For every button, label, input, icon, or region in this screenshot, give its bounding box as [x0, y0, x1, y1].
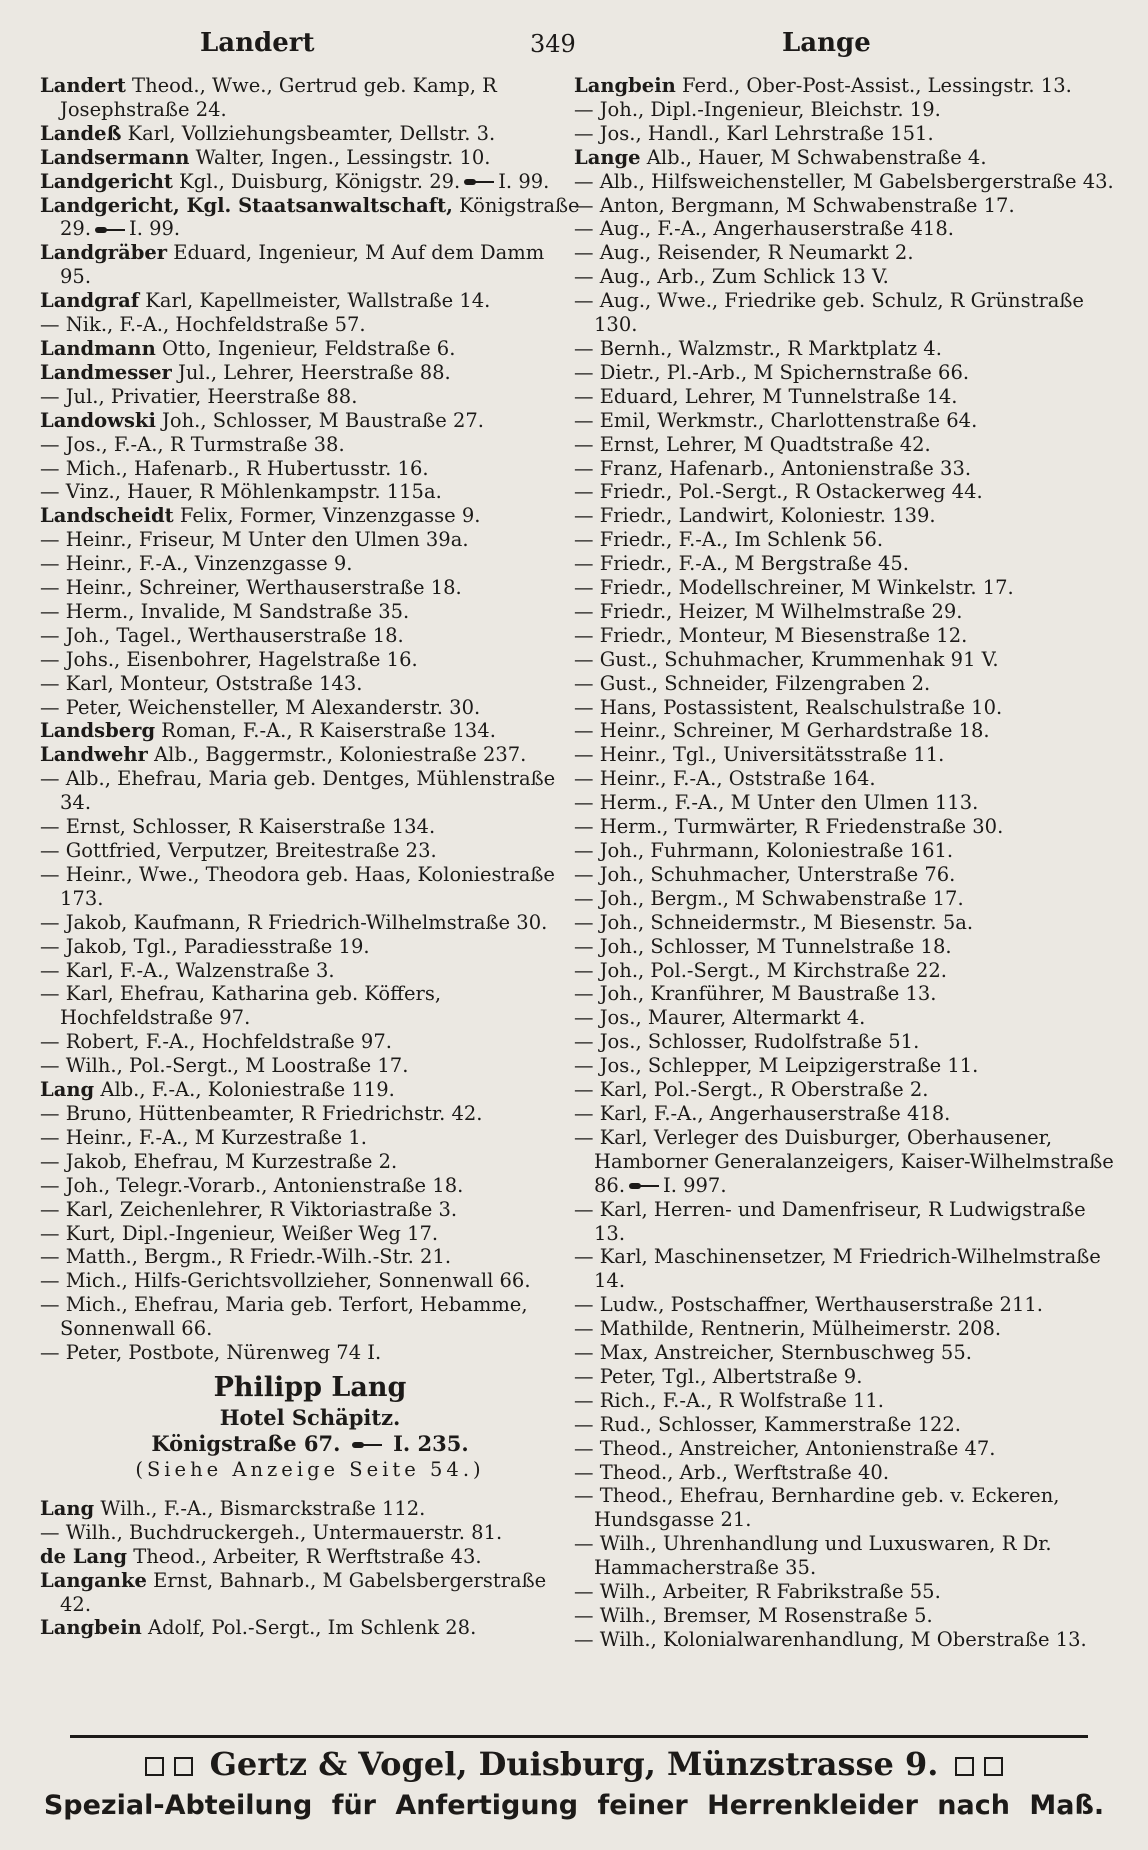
- entry-details: Roman, F.-A., R Kaiserstraße 134.: [155, 719, 496, 743]
- entry-details: — Friedr., Landwirt, Koloniestr. 139.: [574, 504, 936, 528]
- directory-entry: [40, 122, 580, 146]
- entry-surname: Landscheidt: [40, 504, 174, 528]
- left-entries-after: [40, 1497, 580, 1640]
- directory-entry: [574, 1365, 1114, 1389]
- entry-surname: Landert: [40, 74, 126, 97]
- directory-entry: [40, 361, 580, 385]
- entry-details: — Jakob, Ehefrau, M Kurzestraße 2.: [40, 1149, 398, 1173]
- directory-entry: [40, 1174, 580, 1198]
- entry-details: — Mich., Hafenarb., R Hubertusstr. 16.: [40, 456, 429, 480]
- entry-details: — Ludw., Postschaffner, Werthauserstraße 211.: [574, 1293, 1043, 1317]
- directory-entry: [574, 217, 1114, 241]
- entry-surname: Landsberg: [40, 719, 156, 743]
- directory-entry: [40, 1054, 580, 1078]
- telephone-icon: [629, 1181, 659, 1191]
- directory-entry: [574, 624, 1114, 648]
- entry-surname: Langbein: [574, 74, 676, 97]
- directory-entry: [40, 552, 580, 576]
- directory-entry: [574, 1006, 1114, 1030]
- directory-entry: [574, 361, 1114, 385]
- directory-entry: [40, 911, 580, 935]
- entry-details: — Theod., Anstreicher, Antonienstraße 47.: [574, 1436, 996, 1460]
- directory-entry: [574, 1484, 1114, 1532]
- directory-entry: [40, 935, 580, 959]
- directory-entry: [40, 600, 580, 624]
- entry-details: — Vinz., Hauer, R Möhlenkampstr. 115a.: [40, 480, 442, 504]
- entry-details: — Heinr., F.-A., M Kurzestraße 1.: [40, 1125, 367, 1149]
- entry-details: — Wilh., Uhrenhandlung und Luxuswaren, R Dr. Hammacherstraße 35.: [574, 1532, 1052, 1580]
- entry-surname: Landmann: [40, 336, 156, 360]
- directory-entry: [574, 552, 1114, 576]
- entry-details: Alb., F.-A., Koloniestraße 119.: [94, 1078, 395, 1102]
- directory-entry: [40, 1245, 580, 1269]
- directory-entry: [574, 265, 1114, 289]
- entry-details: — Hans, Postassistent, Realschulstraße 10.: [574, 695, 1003, 719]
- directory-entry: [40, 1293, 580, 1341]
- entry-details: Karl, Vollziehungsbeamter, Dellstr. 3.: [121, 121, 496, 145]
- entry-details: — Heinr., F.-A., Oststraße 164.: [574, 767, 876, 791]
- directory-entry: [40, 1497, 580, 1521]
- entry-details: — Heinr., Tgl., Universitätsstraße 11.: [574, 743, 945, 767]
- entry-details: — Alb., Ehefrau, Maria geb. Dentges, Mühlenstraße 34.: [40, 767, 556, 815]
- entry-details: — Aug., Arb., Zum Schlick 13 V.: [574, 265, 889, 289]
- entry-details: — Jos., Handl., Karl Lehrstraße 151.: [574, 121, 934, 145]
- directory-entry: [40, 1198, 580, 1222]
- directory-entry: [574, 98, 1114, 122]
- directory-entry: [40, 1078, 580, 1102]
- directory-entry: [574, 863, 1114, 887]
- directory-entry: [40, 1222, 580, 1246]
- directory-entry: [574, 385, 1114, 409]
- directory-entry: [40, 241, 580, 289]
- entry-details: — Ernst, Lehrer, M Quadtstraße 42.: [574, 432, 931, 456]
- directory-entry: [574, 1580, 1114, 1604]
- entry-details: — Matth., Bergm., R Friedr.-Wilh.-Str. 21.: [40, 1245, 452, 1269]
- entry-details: Adolf, Pol.-Sergt., Im Schlenk 28.: [141, 1616, 477, 1640]
- telephone-icon: [352, 1440, 382, 1450]
- entry-details: Otto, Ingenieur, Feldstraße 6.: [155, 336, 456, 360]
- entry-phone: I. 99.: [129, 217, 181, 241]
- entry-details: — Rich., F.-A., R Wolfstraße 11.: [574, 1388, 885, 1412]
- entry-surname: Landowski: [40, 408, 156, 432]
- directory-entry: [574, 1293, 1114, 1317]
- entry-details: — Peter, Postbote, Nürenweg 74 I.: [40, 1341, 382, 1365]
- entry-details: — Wilh., Kolonialwarenhandlung, M Oberstraße 13.: [574, 1627, 1087, 1651]
- entry-details: — Aug., Wwe., Friedrike geb. Schulz, R Grünstraße 130.: [574, 289, 1084, 337]
- directory-entry: [40, 672, 580, 696]
- entry-surname: Lang: [40, 1078, 95, 1102]
- entry-details: — Jos., Schlosser, Rudolfstraße 51.: [574, 1030, 920, 1054]
- entry-details: — Gottfried, Verputzer, Breitestraße 23.: [40, 839, 437, 862]
- directory-entry: [574, 1126, 1114, 1198]
- directory-entry: [574, 1102, 1114, 1126]
- entry-surname: Landeß: [40, 121, 122, 145]
- directory-entry: [574, 122, 1114, 146]
- directory-entry: [40, 839, 580, 863]
- entry-surname: Langanke: [40, 1568, 147, 1592]
- header-left-word: Landert: [200, 28, 315, 58]
- directory-entry: [574, 911, 1114, 935]
- header-right-word: Lange: [782, 28, 871, 58]
- directory-entry: [574, 433, 1114, 457]
- entry-details: Jul., Lehrer, Heerstraße 88.: [171, 360, 451, 384]
- entry-details: — Herm., F.-A., M Unter den Ulmen 113.: [574, 791, 979, 815]
- entry-details: — Jul., Privatier, Heerstraße 88.: [40, 384, 358, 408]
- directory-entry: [40, 194, 580, 242]
- square-ornament-icon: [984, 1757, 1003, 1776]
- entry-details: — Joh., Schneidermstr., M Biesenstr. 5a.: [574, 910, 974, 934]
- entry-surname: Landgräber: [40, 241, 168, 265]
- entry-details: — Heinr., Wwe., Theodora geb. Haas, Koloniestraße 173.: [40, 862, 555, 910]
- directory-entry: [574, 1341, 1114, 1365]
- entry-details: — Rud., Schlosser, Kammerstraße 122.: [574, 1412, 961, 1436]
- directory-entry: [40, 982, 580, 1030]
- entry-details: — Alb., Hilfsweichensteller, M Gabelsbergerstraße 43.: [574, 169, 1114, 193]
- entry-details: — Anton, Bergmann, M Schwabenstraße 17.: [574, 193, 1015, 217]
- entry-details: — Johs., Eisenbohrer, Hagelstraße 16.: [40, 647, 418, 671]
- directory-entry: [574, 982, 1114, 1006]
- directory-entry: [574, 1198, 1114, 1246]
- directory-entry: [40, 1102, 580, 1126]
- advertisement-box: [40, 1371, 580, 1483]
- entry-details: — Karl, Pol.-Sergt., R Oberstraße 2.: [574, 1078, 929, 1102]
- entry-surname: Landwehr: [40, 743, 148, 767]
- directory-entry: [574, 1461, 1114, 1485]
- directory-entry: [574, 1054, 1114, 1078]
- entry-details: — Robert, F.-A., Hochfeldstraße 97.: [40, 1030, 392, 1054]
- entry-details: — Wilh., Arbeiter, R Fabrikstraße 55.: [574, 1580, 941, 1604]
- directory-entry: [574, 1604, 1114, 1628]
- directory-entry: [40, 959, 580, 983]
- entry-surname: Lang: [40, 1496, 95, 1520]
- footer-ad-line-2: Spezial-Abteilung für Anfertigung feiner Herrenkleider nach Maß.: [43, 1790, 1105, 1821]
- entry-details: Felix, Former, Vinzenzgasse 9.: [173, 504, 481, 528]
- entry-details: — Mathilde, Rentnerin, Mülheimerstr. 208.: [574, 1317, 1002, 1341]
- entry-details: — Karl, Ehefrau, Katharina geb. Köffers, Hochfeldstraße 97.: [40, 982, 442, 1030]
- entry-details: — Theod., Ehefrau, Bernhardine geb. v. Eckeren, Hundsgasse 21.: [574, 1484, 1060, 1532]
- directory-entry: [574, 815, 1114, 839]
- page-header: [0, 28, 1148, 62]
- directory-entry: [40, 624, 580, 648]
- entry-details: — Aug., F.-A., Angerhauserstraße 418.: [574, 217, 954, 241]
- entry-details: — Heinr., Schreiner, M Gerhardstraße 18.: [574, 719, 990, 743]
- directory-entry: [40, 863, 580, 911]
- left-column: [40, 74, 580, 1640]
- entry-details: — Friedr., Monteur, M Biesenstraße 12.: [574, 623, 968, 647]
- entry-details: Walter, Ingen., Lessingstr. 10.: [189, 145, 491, 169]
- entry-surname: Landsermann: [40, 145, 190, 169]
- directory-entry: [574, 576, 1114, 600]
- directory-entry: [40, 170, 580, 194]
- directory-entry: [574, 1317, 1114, 1341]
- entry-details: — Karl, Verleger des Duisburger, Oberhausener, Hamborner Generalanzeigers, Kaiser-Wilhelmstraße 86.: [574, 1125, 1114, 1197]
- entry-details: — Friedr., Pol.-Sergt., R Ostackerweg 44.: [574, 480, 983, 504]
- directory-entry: [574, 289, 1114, 337]
- directory-entry: [40, 337, 580, 361]
- entry-surname: Lange: [574, 145, 641, 169]
- entry-details: — Karl, Monteur, Oststraße 143.: [40, 671, 363, 695]
- directory-entry: [574, 791, 1114, 815]
- footer-company: Gertz & Vogel, Duisburg, Münzstrasse 9.: [209, 1745, 939, 1783]
- entry-details: — Friedr., Modellschreiner, M Winkelstr. 17.: [574, 576, 1014, 600]
- directory-entry: [574, 743, 1114, 767]
- entry-details: — Joh., Fuhrmann, Koloniestraße 161.: [574, 839, 954, 862]
- directory-entry: [574, 1413, 1114, 1437]
- directory-entry: [574, 767, 1114, 791]
- directory-entry: [40, 648, 580, 672]
- entry-details: — Joh., Kranführer, M Baustraße 13.: [574, 982, 937, 1006]
- directory-entry: [574, 1389, 1114, 1413]
- directory-entry: [40, 767, 580, 815]
- directory-entry: [574, 648, 1114, 672]
- directory-entry: [40, 696, 580, 720]
- directory-entry: [40, 1545, 580, 1569]
- square-ornament-icon: [955, 1757, 974, 1776]
- entry-details: — Aug., Reisender, R Neumarkt 2.: [574, 241, 914, 265]
- directory-entry: [574, 504, 1114, 528]
- directory-entry: [40, 480, 580, 504]
- entry-details: — Gust., Schuhmacher, Krummenhak 91 V.: [574, 647, 999, 671]
- directory-entry: [574, 672, 1114, 696]
- page-number: 349: [530, 30, 576, 58]
- ad-name: Philipp Lang: [213, 1371, 407, 1403]
- entry-details: — Gust., Schneider, Filzengraben 2.: [574, 671, 931, 695]
- telephone-icon: [464, 177, 494, 187]
- square-ornament-icon: [174, 1757, 193, 1776]
- entry-details: — Karl, F.-A., Walzenstraße 3.: [40, 958, 335, 982]
- entry-details: — Friedr., F.-A., M Bergstraße 45.: [574, 552, 909, 576]
- directory-entry: [40, 385, 580, 409]
- directory-entry: [40, 1030, 580, 1054]
- entry-details: — Friedr., F.-A., Im Schlenk 56.: [574, 528, 884, 552]
- directory-entry: [574, 194, 1114, 218]
- entry-details: — Friedr., Heizer, M Wilhelmstraße 29.: [574, 599, 963, 623]
- entry-details: — Jakob, Tgl., Paradiesstraße 19.: [40, 934, 370, 958]
- entry-details: — Karl, Herren- und Damenfriseur, R Ludwigstraße 13.: [574, 1197, 1086, 1245]
- entry-details: — Kurt, Dipl.-Ingenieur, Weißer Weg 17.: [40, 1221, 439, 1245]
- directory-entry: [40, 1341, 580, 1365]
- entry-details: — Heinr., Friseur, M Unter den Ulmen 39a.: [40, 528, 469, 552]
- directory-entry: [574, 1030, 1114, 1054]
- entry-details: — Bernh., Walzmstr., R Marktplatz 4.: [574, 336, 942, 360]
- entry-details: — Wilh., Bremser, M Rosenstraße 5.: [574, 1604, 933, 1627]
- entry-details: — Heinr., F.-A., Vinzenzgasse 9.: [40, 552, 353, 576]
- entry-details: — Herm., Turmwärter, R Friedenstraße 30.: [574, 815, 1004, 839]
- entry-details: — Herm., Invalide, M Sandstraße 35.: [40, 599, 410, 623]
- directory-entry: [574, 935, 1114, 959]
- entry-details: — Karl, Zeichenlehrer, R Viktoriastraße 3.: [40, 1197, 458, 1221]
- entry-details: Alb., Hauer, M Schwabenstraße 4.: [640, 145, 987, 169]
- directory-entry: [574, 696, 1114, 720]
- directory-entry: [40, 146, 580, 170]
- entry-details: — Joh., Schlosser, M Tunnelstraße 18.: [574, 934, 952, 958]
- entry-details: — Dietr., Pl.-Arb., M Spichernstraße 66.: [574, 360, 970, 384]
- entry-details: — Wilh., Buchdruckergeh., Untermauerstr. 81.: [40, 1520, 503, 1544]
- directory-entry: [574, 839, 1114, 863]
- entry-details: — Jos., F.-A., R Turmstraße 38.: [40, 432, 345, 456]
- entry-details: — Peter, Tgl., Albertstraße 9.: [574, 1364, 863, 1388]
- entry-details: — Jos., Schlepper, M Leipzigerstraße 11.: [574, 1054, 979, 1078]
- entry-details: — Max, Anstreicher, Sternbuschweg 55.: [574, 1341, 972, 1365]
- entry-details: — Joh., Bergm., M Schwabenstraße 17.: [574, 886, 964, 910]
- directory-entry: [40, 74, 580, 122]
- directory-entry: [574, 1437, 1114, 1461]
- entry-details: — Ernst, Schlosser, R Kaiserstraße 134.: [40, 815, 436, 839]
- ad-subtitle: Hotel Schäpitz.: [219, 1404, 401, 1430]
- entry-details: Ernst, Bahnarb., M Gabelsbergerstraße 42.: [60, 1568, 547, 1616]
- directory-entry: [574, 1532, 1114, 1580]
- entry-details: — Joh., Dipl.-Ingenieur, Bleichstr. 19.: [574, 97, 941, 121]
- directory-entry: [574, 146, 1114, 170]
- entry-surname: Landgericht, Kgl. Staatsanwaltschaft,: [40, 193, 453, 217]
- entry-surname: Landgraf: [40, 289, 140, 313]
- directory-entry: [574, 409, 1114, 433]
- entry-details: — Mich., Ehefrau, Maria geb. Terfort, Hebamme, Sonnenwall 66.: [40, 1293, 528, 1341]
- entry-details: Königstraße 29.: [60, 193, 580, 241]
- ad-address: Königstraße 67.: [151, 1430, 341, 1456]
- directory-entry: [574, 74, 1114, 98]
- ad-note: (Siehe Anzeige Seite 54.): [135, 1457, 485, 1481]
- entry-details: — Jakob, Kaufmann, R Friedrich-Wilhelmstraße 30.: [40, 910, 548, 934]
- entry-details: — Emil, Werkmstr., Charlottenstraße 64.: [574, 408, 978, 432]
- directory-entry: [574, 1628, 1114, 1652]
- directory-entry: [40, 1521, 580, 1545]
- entry-details: Ferd., Ober-Post-Assist., Lessingstr. 13.: [675, 74, 1072, 97]
- entry-details: — Joh., Pol.-Sergt., M Kirchstraße 22.: [574, 958, 947, 982]
- entry-details: — Heinr., Schreiner, Werthauserstraße 18.: [40, 576, 462, 600]
- entry-details: Theod., Arbeiter, R Werftstraße 43.: [127, 1544, 482, 1568]
- square-ornament-icon: [145, 1757, 164, 1776]
- entry-phone: I. 99.: [498, 169, 550, 193]
- entry-details: — Joh., Telegr.-Vorarb., Antonienstraße 18.: [40, 1173, 464, 1197]
- directory-entry: [574, 337, 1114, 361]
- telephone-icon: [95, 225, 125, 235]
- entry-details: — Theod., Arb., Werftstraße 40.: [574, 1460, 890, 1484]
- entry-details: — Wilh., Pol.-Sergt., M Loostraße 17.: [40, 1054, 409, 1078]
- entry-details: — Karl, Maschinensetzer, M Friedrich-Wilhelmstraße 14.: [574, 1245, 1101, 1293]
- directory-entry: [40, 719, 580, 743]
- directory-entry: [40, 576, 580, 600]
- directory-entry: [40, 528, 580, 552]
- right-entries: [574, 74, 1114, 1652]
- entry-details: Alb., Baggermstr., Koloniestraße 237.: [147, 743, 527, 767]
- entry-details: — Eduard, Lehrer, M Tunnelstraße 14.: [574, 384, 958, 408]
- directory-entry: [574, 600, 1114, 624]
- entry-details: — Peter, Weichensteller, M Alexanderstr. 30.: [40, 695, 481, 719]
- entry-details: — Joh., Tagel., Werthauserstraße 18.: [40, 623, 404, 647]
- directory-entry: [40, 1269, 580, 1293]
- directory-entry: [40, 815, 580, 839]
- entry-details: — Karl, F.-A., Angerhauserstraße 418.: [574, 1101, 951, 1125]
- ad-phone: I. 235.: [393, 1430, 469, 1456]
- directory-entry: [574, 528, 1114, 552]
- entry-details: Kgl., Duisburg, Königstr. 29.: [172, 169, 461, 193]
- entry-surname: Langbein: [40, 1616, 142, 1640]
- footer-rule: [70, 1735, 1088, 1738]
- directory-entry: [574, 241, 1114, 265]
- entry-surname: de Lang: [40, 1544, 127, 1568]
- directory-entry: [574, 1245, 1114, 1293]
- entry-details: — Jos., Maurer, Altermarkt 4.: [574, 1006, 866, 1030]
- entry-phone: I. 997.: [663, 1173, 727, 1197]
- directory-entry: [574, 959, 1114, 983]
- directory-entry: [40, 1126, 580, 1150]
- directory-entry: [40, 504, 580, 528]
- directory-entry: [574, 719, 1114, 743]
- directory-entry: [40, 1150, 580, 1174]
- directory-entry: [574, 170, 1114, 194]
- entry-details: Wilh., F.-A., Bismarckstraße 112.: [94, 1496, 426, 1520]
- right-column: [574, 74, 1114, 1652]
- footer-ad-line-1: [0, 1745, 1148, 1783]
- entry-surname: Landgericht: [40, 169, 173, 193]
- directory-entry: [574, 480, 1114, 504]
- directory-entry: [40, 1616, 580, 1640]
- entry-details: — Nik., F.-A., Hochfeldstraße 57.: [40, 313, 366, 337]
- directory-entry: [40, 289, 580, 313]
- entry-details: Theod., Wwe., Gertrud geb. Kamp, R Josephstraße 24.: [60, 74, 497, 121]
- entry-details: — Joh., Schuhmacher, Unterstraße 76.: [574, 862, 956, 886]
- directory-entry: [40, 457, 580, 481]
- ad-address-line: [40, 1431, 580, 1457]
- directory-entry: [574, 887, 1114, 911]
- left-entries: [40, 74, 580, 1365]
- directory-entry: [40, 1569, 580, 1617]
- directory-entry: [574, 1078, 1114, 1102]
- entry-details: — Bruno, Hüttenbeamter, R Friedrichstr. 42.: [40, 1101, 483, 1125]
- directory-entry: [40, 409, 580, 433]
- directory-entry: [40, 743, 580, 767]
- directory-entry: [40, 313, 580, 337]
- entry-surname: Landmesser: [40, 360, 172, 384]
- entry-details: — Franz, Hafenarb., Antonienstraße 33.: [574, 456, 972, 480]
- entry-details: Joh., Schlosser, M Baustraße 27.: [155, 408, 484, 432]
- entry-details: Eduard, Ingenieur, M Auf dem Damm 95.: [60, 241, 545, 289]
- entry-details: Karl, Kapellmeister, Wallstraße 14.: [139, 289, 491, 313]
- directory-entry: [574, 457, 1114, 481]
- directory-entry: [40, 433, 580, 457]
- entry-details: — Mich., Hilfs-Gerichtsvollzieher, Sonnenwall 66.: [40, 1269, 531, 1293]
